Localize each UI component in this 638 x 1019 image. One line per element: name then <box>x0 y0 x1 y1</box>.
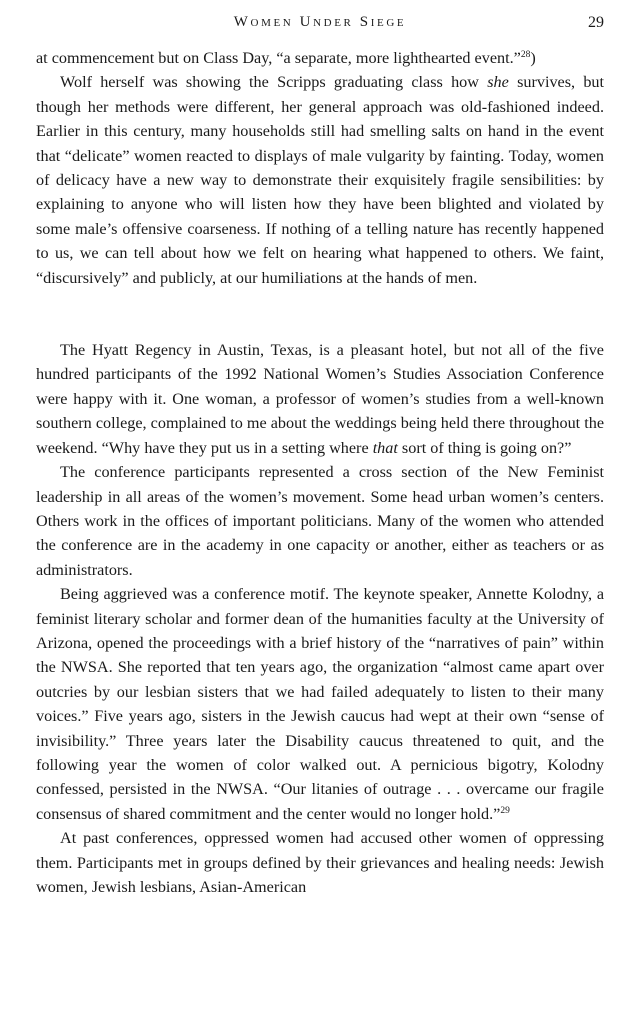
book-page <box>36 14 604 899</box>
paragraph-wolf: Wolf herself was showing the Scripps graduating class how she survives, but though her methods were different, her general approach was old-fashioned indeed. Earlier in this century, many households still had smelling salts on hand in the event that “delicate” women reacted to displays of male vulgarity by fainting. Today, women of delicacy have a new way to demonstrate their exquisitely fragile sensibilities: by explaining to anyone who will listen how they have been blighted and violated by some male’s offensive coarseness. If nothing of a telling nature has recently happened to us, we can tell about how we felt on hearing what happened to others. We faint, “discursively” and publicly, at our humiliations at the hands of men. <box>36 73 605 287</box>
paragraph-participants: The conference participants represented a cross section of the New Feminist leadership in all areas of the women’s movement. Some head urban women’s centers. Others work in the offices of important politicians. Many of the women who attended the conference are in the academy in one capacity or another, either as teachers or as administrators. <box>36 463 604 579</box>
paragraph-aggrieved: Being aggrieved was a conference motif. The keynote speaker, Annette Kolodny, a feminist literary scholar and former dean of the humanities faculty at the University of Arizona, opened the proceedings with a brief history of the “narratives of pain” within the NWSA. She reported that ten years ago, the organization “almost came apart over outcries by our lesbian sisters that we had failed adequately to listen to their many voices.” Five years ago, sisters in the Jewish caucus had wept at their own “sense of invisibility.” Three years later the Disability caucus threatened to quit, and the following year the women of color walked out. A pernicious bigotry, Kolodny confessed, persisted in the NWSA. “Our litanies of outrage . . . overcame our fragile consensus of shared commitment and the center would no longer hold.”$^{29}$ <box>36 585 604 823</box>
running-header <box>36 14 604 38</box>
body-text <box>36 46 604 899</box>
section-break <box>36 290 604 338</box>
paragraph-continuation: at commencement but on Class Day, “a separate, more lighthearted event.”$^{28}$) <box>36 49 536 67</box>
paragraph-hyatt: The Hyatt Regency in Austin, Texas, is a pleasant hotel, but not all of the five hundred participants of the 1992 National Women’s Studies Association Conference were happy with it. One woman, a professor of women’s studies from a well-known southern college, complained to me about the weddings being held there throughout the weekend. “Why have they put us in a setting where that sort of thing is going on?” <box>36 341 604 457</box>
footnote-ref-28: 28 <box>520 50 531 60</box>
footnote-ref-29: 29 <box>500 805 510 816</box>
paragraph-past-conferences: At past conferences, oppressed women had accused other women of oppressing them. Participants met in groups defined by their grievances and healing needs: Jewish women, Jewish lesbians, Asian-American <box>36 829 604 896</box>
running-title: Women Under Siege <box>233 14 407 30</box>
page-number: 29 <box>588 14 604 31</box>
